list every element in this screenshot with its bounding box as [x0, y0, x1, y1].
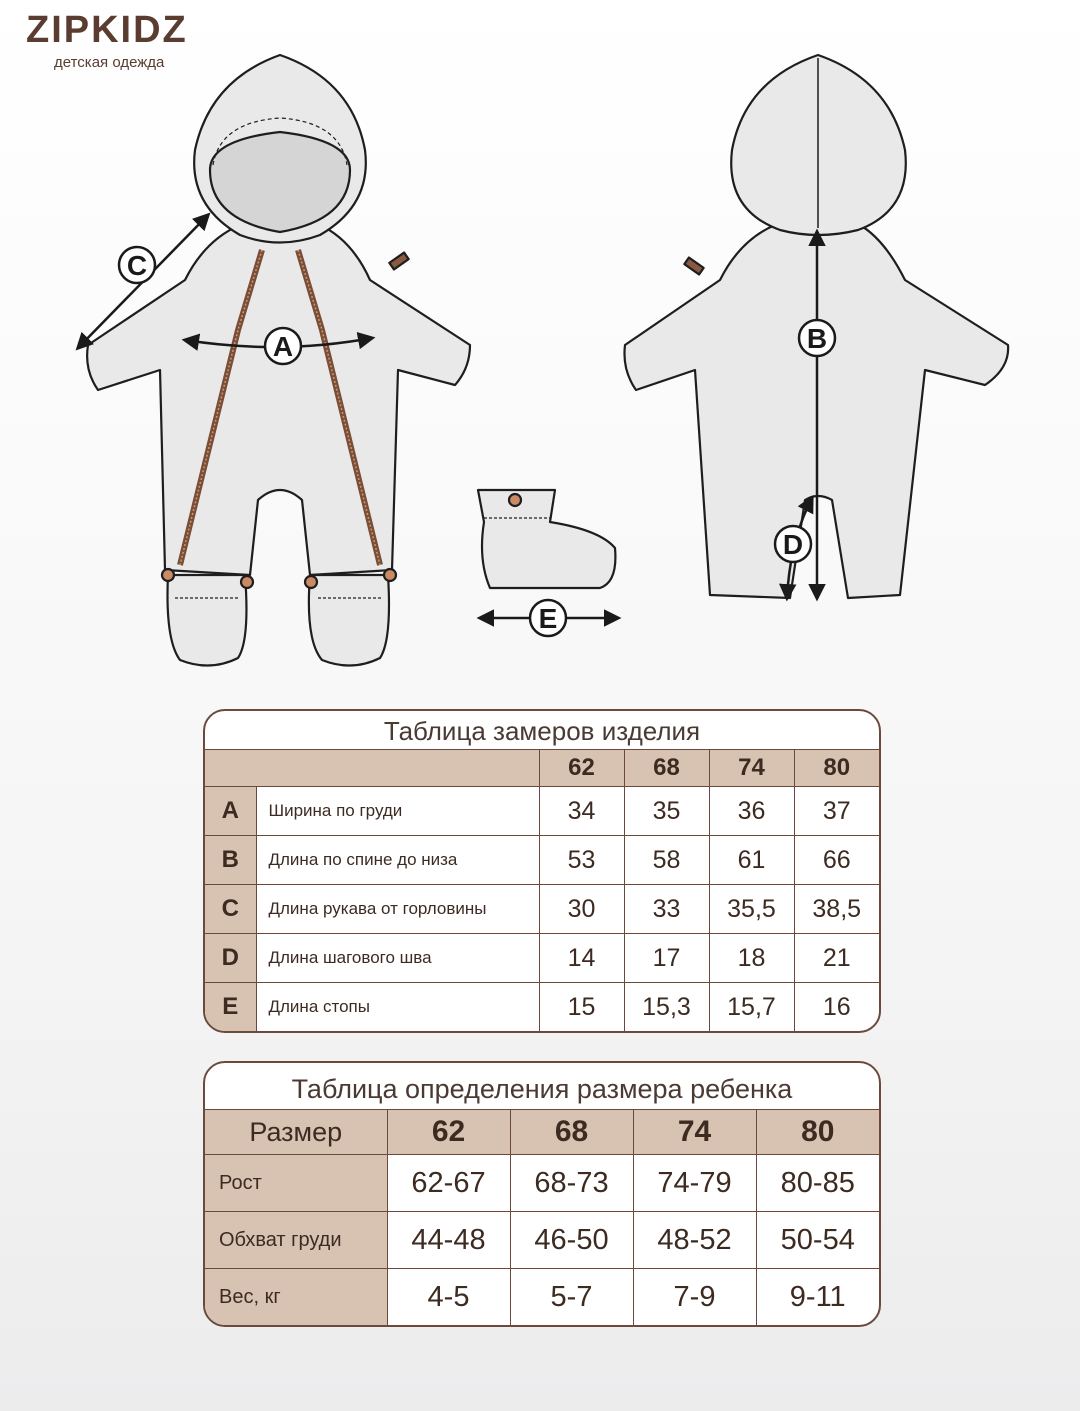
- cell-value: 74-79: [633, 1155, 756, 1212]
- bootie-view: [478, 490, 615, 588]
- row-label: Ширина по груди: [256, 787, 539, 836]
- row-letter: B: [205, 836, 256, 885]
- cell-value: 44-48: [387, 1212, 510, 1269]
- cell-value: 80-85: [756, 1155, 879, 1212]
- measure-label-e: [530, 600, 566, 636]
- cell-value: 58: [624, 836, 709, 885]
- cell-value: 15,3: [624, 983, 709, 1032]
- row-letter: A: [205, 787, 256, 836]
- sizing-title: Таблица определения размера ребенка: [205, 1063, 879, 1110]
- row-letter: D: [205, 934, 256, 983]
- cell-value: 35: [624, 787, 709, 836]
- row-label: Длина шагового шва: [256, 934, 539, 983]
- size-header: 80: [794, 750, 879, 787]
- row-label: Рост: [205, 1155, 387, 1212]
- row-letter: C: [205, 885, 256, 934]
- row-label: Вес, кг: [205, 1269, 387, 1326]
- cell-value: 53: [539, 836, 624, 885]
- measure-label-c: [119, 247, 155, 283]
- table-row: [205, 885, 879, 934]
- cell-value: 17: [624, 934, 709, 983]
- cell-value: 46-50: [510, 1212, 633, 1269]
- cell-value: 15,7: [709, 983, 794, 1032]
- sizing-header-row: [205, 1110, 879, 1155]
- measurements-title: Таблица замеров изделия: [205, 711, 879, 750]
- table-row: [205, 1155, 879, 1212]
- table-row: [205, 983, 879, 1032]
- row-label: Длина по спине до низа: [256, 836, 539, 885]
- cell-value: 21: [794, 934, 879, 983]
- table-row: [205, 1269, 879, 1326]
- cell-value: 9-11: [756, 1269, 879, 1326]
- cell-value: 68-73: [510, 1155, 633, 1212]
- cell-value: 14: [539, 934, 624, 983]
- cell-value: 33: [624, 885, 709, 934]
- cell-value: 37: [794, 787, 879, 836]
- size-header: 74: [633, 1110, 756, 1155]
- size-header: 80: [756, 1110, 879, 1155]
- measurements-table: [203, 709, 881, 1033]
- header-blank: [205, 750, 539, 787]
- table-row: [205, 787, 879, 836]
- row-label: Длина рукава от горловины: [256, 885, 539, 934]
- svg-text:C: C: [126, 250, 148, 281]
- size-header: 68: [624, 750, 709, 787]
- svg-text:D: D: [782, 529, 804, 560]
- cell-value: 15: [539, 983, 624, 1032]
- sizing-table: [203, 1061, 881, 1327]
- table-row: [205, 836, 879, 885]
- measurements-header-row: [205, 750, 879, 787]
- table-row: [205, 934, 879, 983]
- size-header: 68: [510, 1110, 633, 1155]
- cell-value: 50-54: [756, 1212, 879, 1269]
- brand-tagline: детская одежда: [54, 54, 165, 71]
- svg-text:B: B: [806, 323, 828, 354]
- cell-value: 4-5: [387, 1269, 510, 1326]
- measure-label-a: [265, 328, 301, 364]
- row-label: Длина стопы: [256, 983, 539, 1032]
- cell-value: 61: [709, 836, 794, 885]
- size-header: 74: [709, 750, 794, 787]
- cell-value: 35,5: [709, 885, 794, 934]
- table-row: [205, 1212, 879, 1269]
- cell-value: 38,5: [794, 885, 879, 934]
- cell-value: 7-9: [633, 1269, 756, 1326]
- cell-value: 66: [794, 836, 879, 885]
- svg-text:E: E: [538, 603, 558, 634]
- cell-value: 34: [539, 787, 624, 836]
- cell-value: 48-52: [633, 1212, 756, 1269]
- size-header: 62: [539, 750, 624, 787]
- cell-value: 16: [794, 983, 879, 1032]
- measure-label-b: [799, 320, 835, 356]
- measure-label-d: [775, 526, 811, 562]
- cell-value: 30: [539, 885, 624, 934]
- size-header: 62: [387, 1110, 510, 1155]
- cell-value: 36: [709, 787, 794, 836]
- brand-name: ZIPKIDZ: [26, 9, 188, 51]
- size-header-label: Размер: [205, 1110, 387, 1155]
- cell-value: 62-67: [387, 1155, 510, 1212]
- garment-diagram: [0, 0, 1080, 700]
- svg-text:A: A: [272, 331, 294, 362]
- cell-value: 18: [709, 934, 794, 983]
- row-letter: E: [205, 983, 256, 1032]
- cell-value: 5-7: [510, 1269, 633, 1326]
- row-label: Обхват груди: [205, 1212, 387, 1269]
